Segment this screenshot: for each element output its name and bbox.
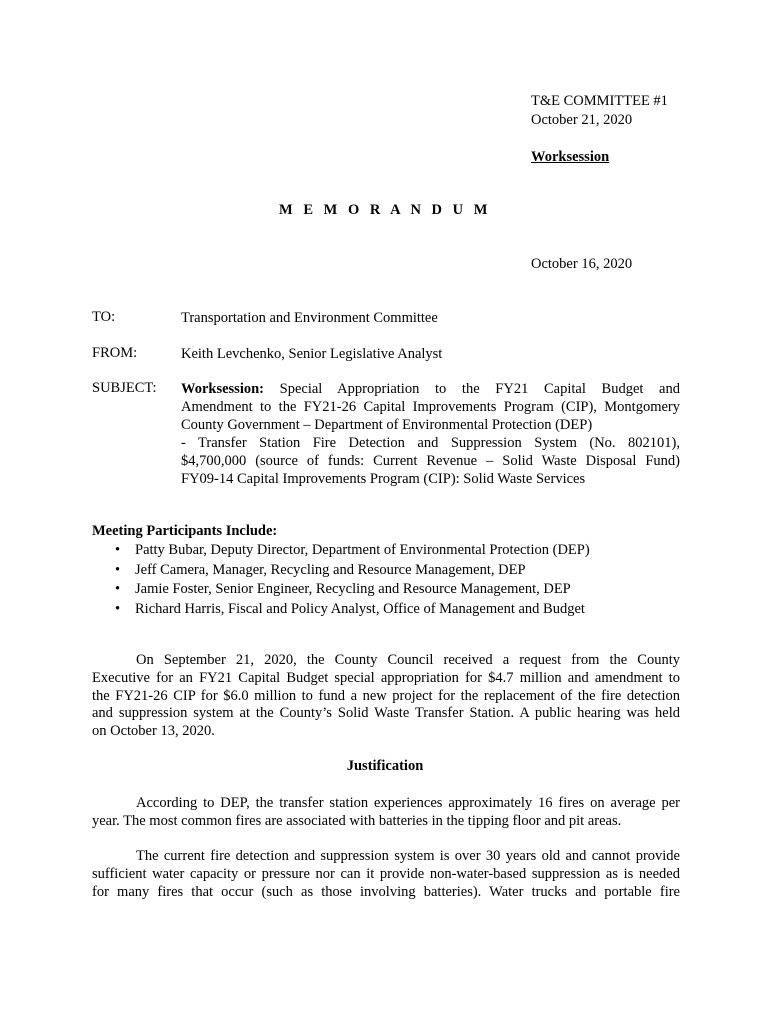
- participants-list: [92, 541, 692, 619]
- subject-line: County Government – Department of Environmental Protection (DEP): [181, 417, 593, 433]
- memo-date: October 16, 2020: [531, 256, 633, 272]
- paragraph-line: According to DEP, the transfer station experiences approximately 16 fires on average per: [136, 795, 680, 811]
- to-value: Transportation and Environment Committee: [181, 310, 438, 326]
- justification-paragraph-1: [92, 795, 680, 831]
- list-item: • Jamie Foster, Senior Engineer, Recycling and Resource Management, DEP: [92, 580, 692, 600]
- list-item: • Richard Harris, Fiscal and Policy Analyst, Office of Management and Budget: [92, 600, 692, 620]
- subject-line: $4,700,000 (source of funds: Current Revenue – Solid Waste Disposal Fund): [181, 453, 680, 469]
- subject-line: - Transfer Station Fire Detection and Suppression System (No. 802101),: [181, 435, 680, 451]
- paragraph-line: the FY21-26 CIP for $6.0 million to fund a new project for the replacement of the fire detection: [92, 687, 680, 704]
- paragraph-line: sufficient water capacity or pressure nor can it provide non-water-based suppression as is needed: [92, 865, 680, 882]
- committee-header: [531, 92, 668, 167]
- paragraph-line: for many fires that occur (such as those involving batteries). Water trucks and portable fire: [92, 883, 680, 900]
- from-label: FROM:: [92, 345, 138, 361]
- subject-lead: Worksession:: [181, 381, 264, 397]
- list-item: • Patty Bubar, Deputy Director, Department of Environmental Protection (DEP): [92, 541, 692, 561]
- paragraph-line: on October 13, 2020.: [92, 723, 215, 740]
- bullet-icon: •: [115, 561, 121, 578]
- subject-line: FY09-14 Capital Improvements Program (CIP): Solid Waste Services: [181, 471, 586, 487]
- paragraph-line: Executive for an FY21 Capital Budget special appropriation for $4.7 million and amendment to: [92, 669, 680, 686]
- paragraph-line: and suppression system at the County’s Solid Waste Transfer Station. A public hearing was held: [92, 705, 680, 722]
- bullet-icon: •: [115, 542, 121, 558]
- intro-paragraph: [92, 652, 680, 741]
- subject-value: [181, 380, 680, 488]
- justification-heading: Justification: [346, 758, 424, 774]
- bullet-icon: •: [115, 581, 121, 597]
- list-item: • Jeff Camera, Manager, Recycling and Resource Management, DEP: [92, 561, 692, 581]
- participants-heading: Meeting Participants Include:: [92, 523, 278, 539]
- justification-paragraph-2: [92, 848, 680, 901]
- from-value: Keith Levchenko, Senior Legislative Analyst: [181, 346, 443, 362]
- session-type: Worksession: [531, 149, 610, 165]
- paragraph-line: The current fire detection and suppression system is over 30 years old and cannot provide: [136, 848, 680, 864]
- meeting-date: October 21, 2020: [531, 112, 633, 128]
- paragraph-line: On September 21, 2020, the County Council received a request from the County: [136, 652, 680, 668]
- subject-label: SUBJECT:: [92, 380, 157, 396]
- participants-section: [92, 522, 692, 619]
- bullet-icon: •: [115, 600, 121, 617]
- to-label: TO:: [92, 309, 116, 325]
- paragraph-line: year. The most common fires are associated with batteries in the tipping floor and pit areas.: [92, 812, 622, 829]
- memo-title: M E M O R A N D U M: [279, 202, 491, 218]
- subject-line: Amendment to the FY21-26 Capital Improvements Program (CIP), Montgomery: [181, 399, 680, 415]
- subject-line: Worksession: Special Appropriation to the FY21 Capital Budget and: [181, 381, 680, 397]
- committee-name: T&E COMMITTEE #1: [531, 93, 668, 109]
